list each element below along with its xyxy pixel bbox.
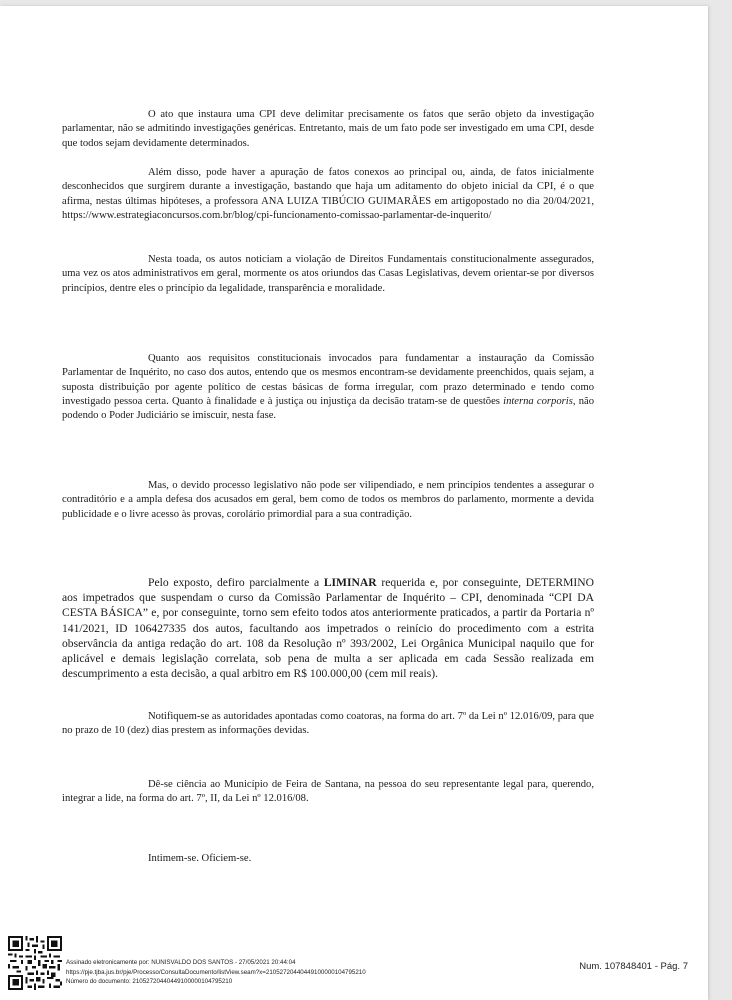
paragraph-text: Quanto aos requisitos constitucionais invocados para fundamentar a instauração da Comissão Parlamentar de Inquérito, no caso dos autos, entendo que os mesmos encontram-se devidamente preenchidos, quais sejam, a suposta distribuição por agente político de cestas básicas de forma irregular, com prazo determinado e tendo como investigado pessoa certa. Quanto à finalidade e à justiça ou injustiça da decisão tratam-se de questões [62,353,594,407]
italic-term: interna corporis [503,395,573,407]
paragraph-text: Além disso, pode haver a apuração de fatos conexos ao principal ou, ainda, de fatos inicialmente desconhecidos que surgirem durante a investigação, bastando que haja um aditamento do objeto inicial da CPI, é o que afirma, nestas últimas hipóteses, a professora ANA LUIZA TIBÚCIO GUIMARÃES em artigopostado no dia 20/04/2021, https://www.estrategiaconcursos.com.br/blog/cpi-funcionamento-comissao-parlamentar-de-inquerito/ [62,167,594,221]
document-page [0,6,708,1000]
paragraph-text: Notifiquem-se as autoridades apontadas como coatoras, na forma do art. 7º da Lei nº 12.016/09, para que no prazo de 10 (dez) dias prestem as informações devidas. [62,711,594,737]
paragraph-text: requerida e, por conseguinte, DETERMINO aos impetrados que suspendam o curso da Comissão Parlamentar de Inquérito – CPI, denominada “CPI DA CESTA BÁSICA” e, por conseguinte, torno sem efeito todos atos anteriormente praticados, a partir da Portaria nº 141/2021, ID 106427335 dos autos, facultando aos impetrados o reinício do procedimento com a estrita observância da antiga redação do art. 108 da Resolução nº 393/2002, Lei Orgânica Municipal naquilo que for aplicável e demais legislação correlata, sob pena de multa a ser aplicada em cada Sessão realizada em descumprimento a esta decisão, a qual arbitro em R$ 100.000,00 (cem mil reais). [62,576,594,681]
paragraph-text: Dê-se ciência ao Município de Feira de Santana, na pessoa do seu representante legal para, querendo, integrar a lide, na forma do art. 7º, II, da Lei nº 12.016/08. [62,779,594,805]
signed-by-line: Assinado eletronicamente por: NUNISVALDO DOS SANTOS - 27/05/2021 20:44:04 [66,959,296,966]
paragraph-text: Nesta toada, os autos noticiam a violação de Direitos Fundamentais constitucionalmente assegurados, uma vez os atos administrativos em geral, mormente os atos oriundos das Casas Legislativas, devem orientar-se por diversos princípios, dentre eles o princípio da legalidade, transparência e moralidade. [62,254,594,294]
paragraph-text: Mas, o devido processo legislativo não pode ser vilipendiado, e nem princípios tendentes a assegurar o contraditório e a ampla defesa dos acusados em geral, bem como de todos os membros do parlamento, mormente a devida publicidade e o livre acesso às provas, corolário primordial para a sua contradição. [62,480,594,520]
paragraph-cpi-scope [62,108,594,151]
consultation-url[interactable]: https://pje.tjba.jus.br/pje/Processo/ConsultaDocumento/listView.seam?x=21052720440449100000104795210 [66,968,366,976]
paragraph-text: Intimem-se. Oficiem-se. [148,853,252,864]
paragraph-ruling [62,575,594,681]
paragraph-text: , não podendo o Poder Judiciário se imiscuir, nesta fase. [62,395,594,422]
paragraph-constitutional-requirements [62,352,594,423]
paragraph-text: Pelo exposto, defiro parcialmente a [148,576,324,589]
bold-term: LIMINAR [323,576,377,589]
paragraph-text: O ato que instaura uma CPI deve delimitar precisamente os fatos que serão objeto da investigação parlamentar, não se admitindo investigações genéricas. Entretanto, mais de um fato pode ser investigado em uma CPI, desde que todos sejam devidamente determinados. [62,109,594,149]
signature-block [66,958,366,987]
paragraph-fundamental-rights [62,253,594,296]
paragraph-closing [62,852,594,866]
page-number: Num. 107848401 - Pág. 7 [579,961,688,972]
document-number: Número do documento: 21052720440449100000104795210 [66,978,233,985]
paragraph-notify [62,710,594,739]
paragraph-connected-facts [62,166,594,223]
paragraph-municipality [62,778,594,807]
qr-code-icon [8,936,62,990]
paragraph-due-process [62,479,594,522]
